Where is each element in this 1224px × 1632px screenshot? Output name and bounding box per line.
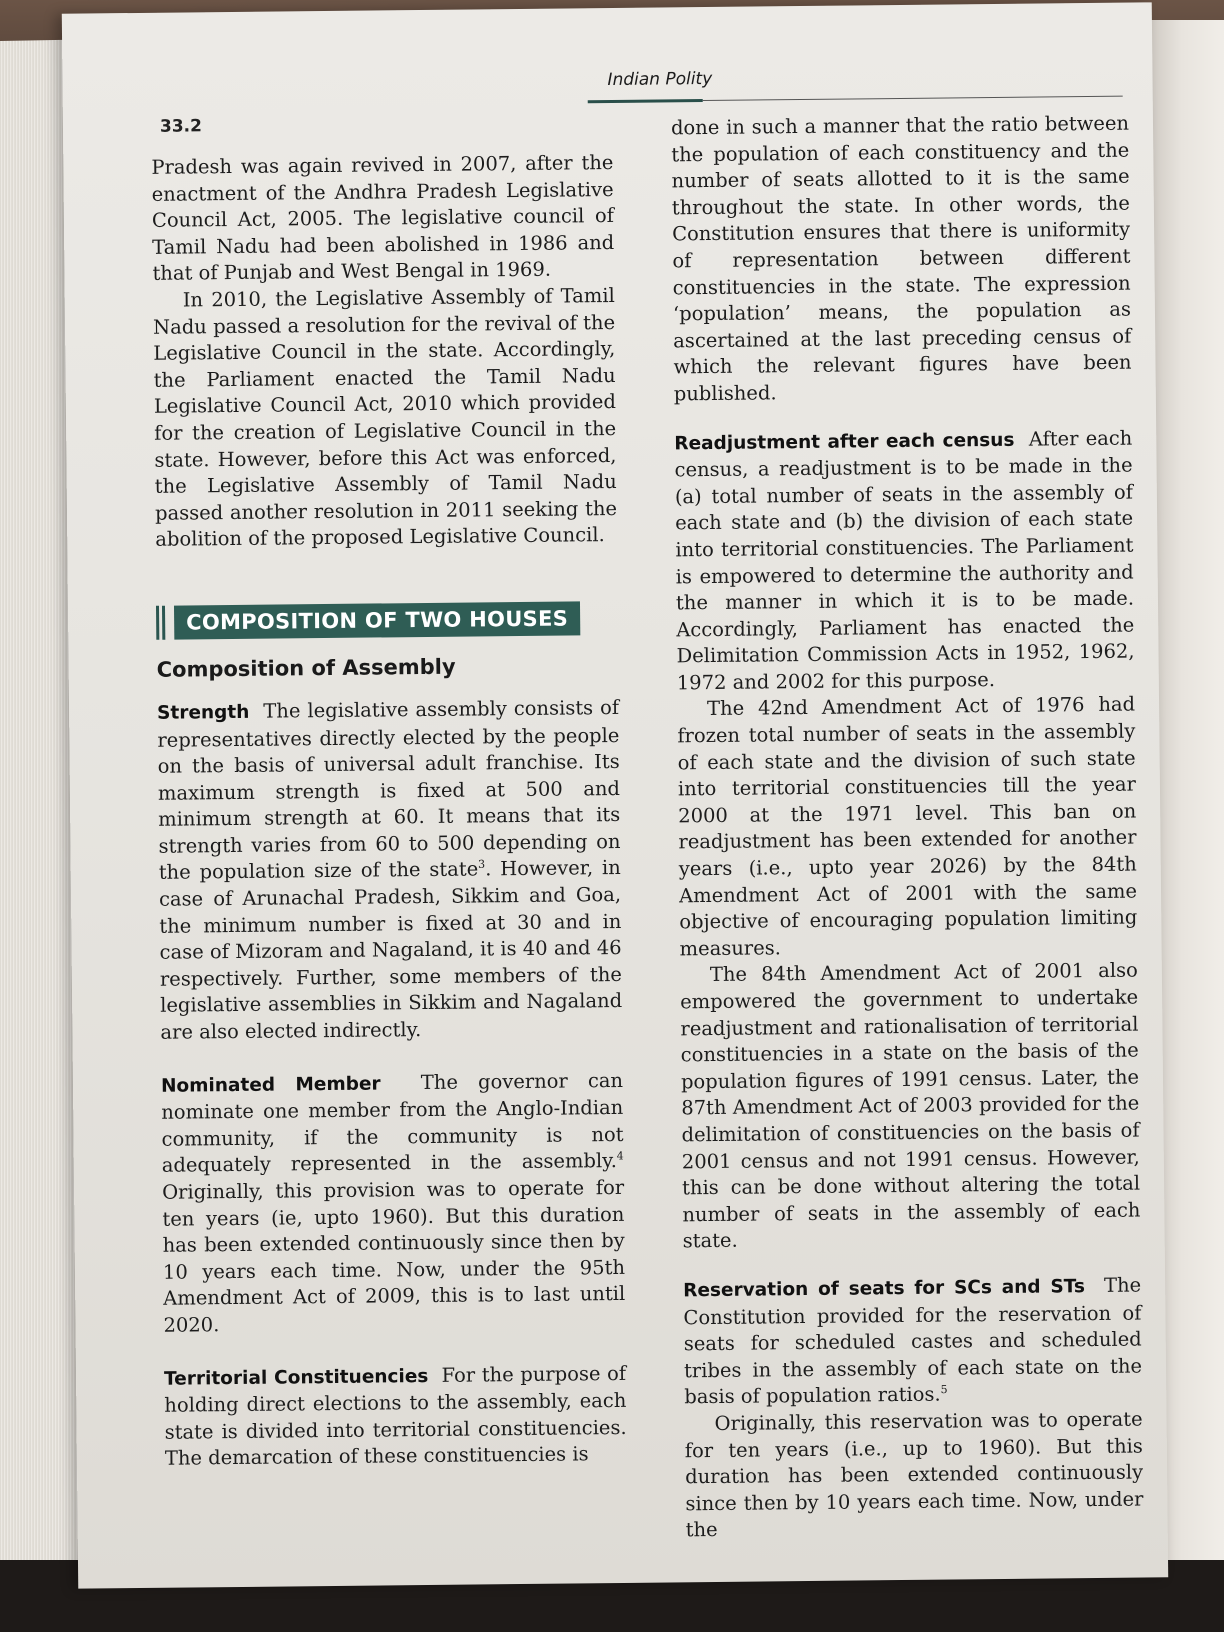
readjust-heading: Readjustment after each census: [674, 429, 1015, 454]
footnote-ref: 4: [616, 1149, 624, 1163]
header-rule-accent: [588, 99, 703, 103]
section-title: COMPOSITION OF TWO HOUSES: [174, 601, 580, 639]
page-number: 33.2: [159, 116, 203, 137]
strength-text: The legislative assembly consists of representatives directly elected by the people on the basis of universal adult franchise. Its maximum strength is fixed at 500 and minimum strength at 60. It means that its strength varies from 60 to 500 depending on the population size of the state: [157, 695, 621, 885]
nominated-heading: Nominated Member: [160, 1073, 381, 1097]
territorial-paragraph: [164, 1360, 627, 1472]
nominated-paragraph: [161, 1068, 626, 1340]
readjust-text: After each census, a readjustment is to be made in the (a) total number of seats in the assembly of each state and (b) the division of each state into territorial constituencies. The Parliament is empowered to determine the authority and the manner in which it is to be made. Accordingly, Parliament has enacted the Delimitation Commission Acts in 1952, 1962, 1972 and 2002 for this purpose.: [674, 426, 1135, 695]
left-column: [151, 150, 627, 1473]
footnote-ref: 3: [478, 858, 486, 872]
running-head: Indian Polity: [607, 68, 713, 91]
strength-text-b: . However, in case of Arunachal Pradesh, Sikkim and Goa, the minimum number is fixed at 30 and in case of Mizoram and Nagaland, it is 40 and 46 respectively. Further, some members of the legislative assemblies in Sikkim and Nagaland are also elected indirectly.: [158, 856, 623, 1044]
banner-bars: [156, 606, 170, 640]
paragraph: Pradesh was again revived in 2007, after the enactment of the Andhra Pradesh Legislative Council Act, 2005. The legislative council of Tamil Nadu had been abolished in 1986 and that of Punjab and West Bengal in 1969.: [151, 150, 615, 286]
reserve-heading: Reservation of seats for SCs and STs: [683, 1276, 1086, 1302]
reserve-paragraph: [683, 1272, 1142, 1411]
territorial-text: For the purpose of holding direct elections to the assembly, each state is divided into territorial constituencies. The demarcation of these constituencies is: [164, 1361, 627, 1471]
nominated-text: The governor can nominate one member from the Anglo-Indian community, if the community is not adequately represented in the assembly.: [161, 1068, 624, 1178]
footnote-ref: 5: [940, 1383, 948, 1397]
reserve-text: The Constitution provided for the reservation of seats for scheduled castes and scheduled tribes in the assembly of each state on the basis of population ratios.: [683, 1273, 1143, 1409]
subheading: Composition of Assembly: [156, 654, 456, 682]
book-page: [62, 2, 1168, 1588]
paragraph: The 84th Amendment Act of 2001 also empowered the government to undertake readjustment and rationalisation of territorial constituencies in a state on the basis of the population figures of 1991 census. Later, the 87th Amendment Act of 2003 provided for the delimitation of constituencies on the basis of 2001 census and not 1991 census. However, this can be done without altering the total number of seats in the assembly of each state.: [680, 958, 1141, 1253]
paragraph: Originally, this reservation was to operate for ten years (i.e., up to 1960). But this duration has been extended continuously since then by 10 years each time. Now, under the: [684, 1407, 1144, 1542]
strength-heading: Strength: [157, 701, 250, 724]
paragraph: done in such a manner that the ratio between the population of each constituency and the number of seats allotted to it is the same throughout the state. In other words, the Constitution ensures that there is uniformity of representation between different constituencies in the state. The expression ‘population’ means, the population as ascertained at the last preceding census of which the relevant figures have been published.: [670, 111, 1132, 406]
paragraph: In 2010, the Legislative Assembly of Tamil Nadu passed a resolution for the revival of the Legislative Council in the state. Accordingly, the Parliament enacted the Tamil Nadu Legislative Council Act, 2010 which provided for the creation of Legislative Council in the state. However, before this Act was enforced, the Legislative Assembly of Tamil Nadu passed another resolution in 2011 seeking the abolition of the proposed Legislative Council.: [152, 283, 618, 552]
section-banner: [156, 601, 618, 640]
paragraph: The 42nd Amendment Act of 1976 had frozen total number of seats in the assembly of each state and the division of such state into territorial constituencies till the year 2000 at the 1971 level. This ban on readjustment has been extended for another years (i.e., upto year 2026) by the 84th Amendment Act of 2001 with the same objective of encouraging population limiting measures.: [677, 693, 1138, 961]
header-rule: [703, 96, 1123, 101]
readjust-paragraph: [674, 425, 1135, 697]
territorial-heading: Territorial Constituencies: [163, 1365, 429, 1390]
nominated-text-b: Originally, this provision was to operate for ten years (ie, upto 1960). But this duration has been extended continuously since then by 10 years each time. Now, under the 95th Amendment Act of 2009, this is to last until 2020.: [162, 1175, 626, 1337]
right-column: [671, 111, 1144, 1545]
strength-paragraph: [157, 695, 623, 1047]
